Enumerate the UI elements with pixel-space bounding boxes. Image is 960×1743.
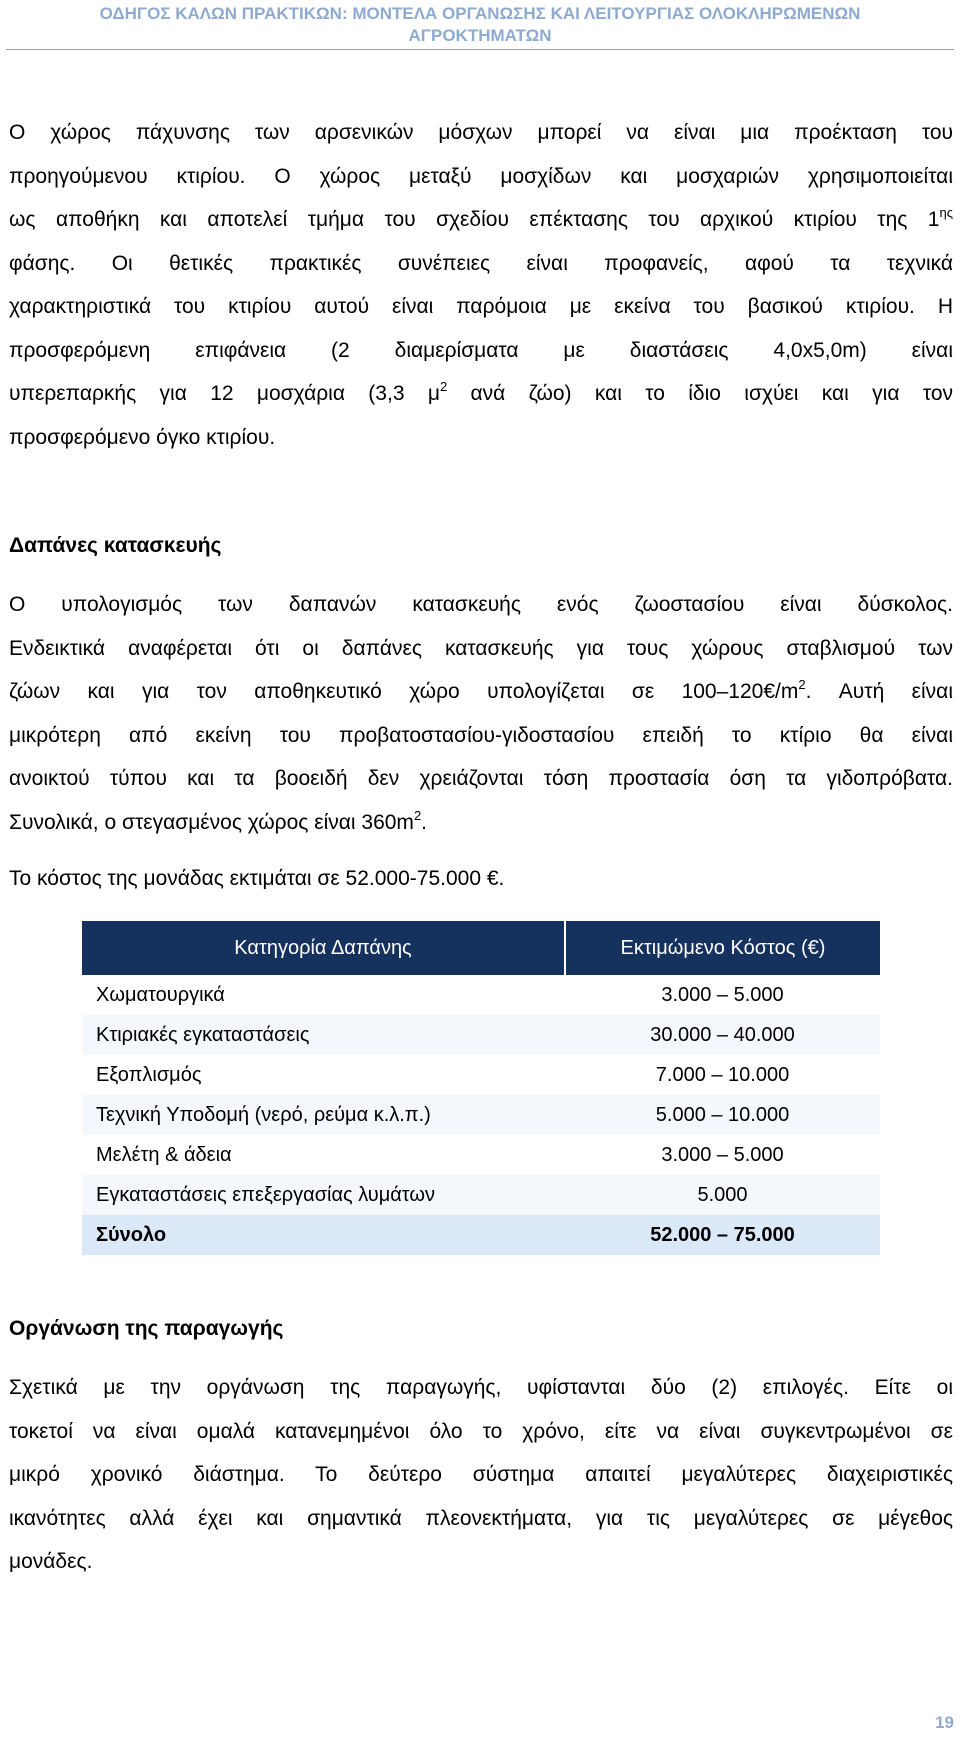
text-line: τοκετοί να είναι ομαλά κατανεμημένοι όλο το χρόνο, είτε να είναι συγκεντρωμένοι σε <box>9 1419 953 1443</box>
table-row <box>82 1175 880 1215</box>
column-header-cost: Εκτιμώμενο Κόστος (€) <box>565 921 880 975</box>
cost-cell: 3.000 – 5.000 <box>661 983 784 1006</box>
category-cell: Εγκαταστάσεις επεξεργασίας λυμάτων <box>82 1175 565 1215</box>
page-number: 19 <box>935 1713 954 1732</box>
text-segment: ανά ζώο) και το ίδιο ισχύει και για τον <box>447 382 953 405</box>
cost-table <box>82 921 880 1255</box>
text-line: προηγούμενου κτιρίου. Ο χώρος μεταξύ μοσχίδων και μοσχαριών χρησιμοποιείται <box>9 164 953 188</box>
text-line: ικανότητες αλλά έχει και σημαντικά πλεονεκτήματα, για τις μεγαλύτερες σε μέγεθος <box>9 1506 953 1530</box>
table-header-row <box>82 921 880 975</box>
text-segment: Συνολικά, ο στεγασμένος χώρος είναι 360m <box>9 810 414 834</box>
category-cell: Χωματουργικά <box>96 983 225 1006</box>
table-total-row <box>82 1215 880 1255</box>
table-row <box>82 1095 880 1135</box>
text-line <box>9 670 953 714</box>
production-organization-paragraph <box>9 1366 953 1584</box>
text-segment: υπερεπαρκής για 12 μοσχάρια (3,3 μ <box>9 382 440 405</box>
text-line: Σχετικά με την οργάνωση της παραγωγής, υφίστανται δύο (2) επιλογές. Είτε οι <box>9 1376 953 1399</box>
text-line: Το κόστος της μονάδας εκτιμάται σε 52.000-75.000 €. <box>9 867 505 890</box>
cost-cell: 3.000 – 5.000 <box>661 1143 784 1166</box>
section-heading-construction-costs: Δαπάνες κατασκευής <box>9 534 222 557</box>
category-cell: Κτιριακές εγκαταστάσεις <box>82 1015 565 1055</box>
category-cell: Μελέτη & άδεια <box>96 1143 232 1166</box>
text-line: Ο υπολογισμός των δαπανών κατασκευής ενός ζωοστασίου είναι δύσκολος. <box>9 593 953 616</box>
header-divider <box>6 49 954 50</box>
category-cell: Εξοπλισμός <box>96 1063 202 1086</box>
intro-paragraph <box>9 111 953 459</box>
unit-cost-line <box>9 857 953 901</box>
text-line: μικρό χρονικό διάστημα. Το δεύτερο σύστημα απαιτεί μεγαλύτερες διαχειριστικές <box>9 1463 953 1486</box>
category-cell: Τεχνική Υποδομή (νερό, ρεύμα κ.λ.π.) <box>82 1095 565 1135</box>
text-segment: ως αποθήκη και αποτελεί τμήμα του σχεδίου επέκτασης του αρχικού κτιρίου της 1 <box>9 208 940 231</box>
text-line: μικρότερη από εκείνη του προβατοστασίου-γιδοστασίου επειδή το κτίριο θα είναι <box>9 723 953 747</box>
superscript: 2 <box>798 677 806 692</box>
text-line: Ενδεικτικά αναφέρεται ότι οι δαπάνες κατασκευής για τους χώρους σταβλισμού των <box>9 636 953 660</box>
text-segment: ζώων και για τον αποθηκευτικό χώρο υπολογίζεται σε 100–120€/m <box>9 680 799 703</box>
text-line: Ο χώρος πάχυνσης των αρσενικών μόσχων μπορεί να είναι μια προέκταση του <box>9 121 953 144</box>
construction-costs-paragraph <box>9 583 953 844</box>
text-line: φάσης. Οι θετικές πρακτικές συνέπειες είναι προφανείς, αφού τα τεχνικά <box>9 251 953 275</box>
text-line: χαρακτηριστικά του κτιρίου αυτού είναι παρόμοια με εκείνα του βασικού κτιρίου. Η <box>9 295 953 318</box>
table-row <box>82 1135 880 1175</box>
superscript: 2 <box>439 379 448 394</box>
text-line: προσφερόμενη επιφάνεια (2 διαμερίσματα με διαστάσεις 4,0x5,0m) είναι <box>9 338 953 362</box>
running-header-line-1: ΟΔΗΓΟΣ ΚΑΛΩΝ ΠΡΑΚΤΙΚΩΝ: ΜΟΝΤΕΛΑ ΟΡΓΑΝΩΣΗΣ ΚΑΙ ΛΕΙΤΟΥΡΓΙΑΣ ΟΛΟΚΛΗΡΩΜΕΝΩΝ <box>99 4 861 23</box>
text-segment: . <box>421 810 428 834</box>
total-label-cell: Σύνολο <box>82 1215 565 1255</box>
total-value-cell: 52.000 – 75.000 <box>565 1215 880 1255</box>
cost-cell: 30.000 – 40.000 <box>565 1015 880 1055</box>
text-segment: . Αυτή είναι <box>805 680 953 703</box>
text-line: ανοικτού τύπου και τα βοοειδή δεν χρειάζονται τόση προστασία όση τα γιδοπρόβατα. <box>9 767 953 790</box>
superscript: ης <box>939 205 953 220</box>
table-row <box>82 1055 880 1095</box>
text-line: προσφερόμενο όγκο κτιρίου. <box>9 425 276 449</box>
running-header-line-2: ΑΓΡΟΚΤΗΜΑΤΩΝ <box>408 26 552 45</box>
cost-cell: 5.000 – 10.000 <box>565 1095 880 1135</box>
table-row <box>82 975 880 1015</box>
column-header-category: Κατηγορία Δαπάνης <box>82 921 565 975</box>
text-line <box>9 198 953 242</box>
cost-cell: 5.000 <box>565 1175 880 1215</box>
text-line <box>9 372 953 416</box>
section-heading-production-organization: Οργάνωση της παραγωγής <box>9 1317 284 1340</box>
superscript: 2 <box>413 807 422 823</box>
text-line <box>9 801 953 845</box>
text-line: μονάδες. <box>9 1550 93 1573</box>
cost-cell: 7.000 – 10.000 <box>655 1063 790 1086</box>
table-row <box>82 1015 880 1055</box>
running-header <box>0 0 960 47</box>
